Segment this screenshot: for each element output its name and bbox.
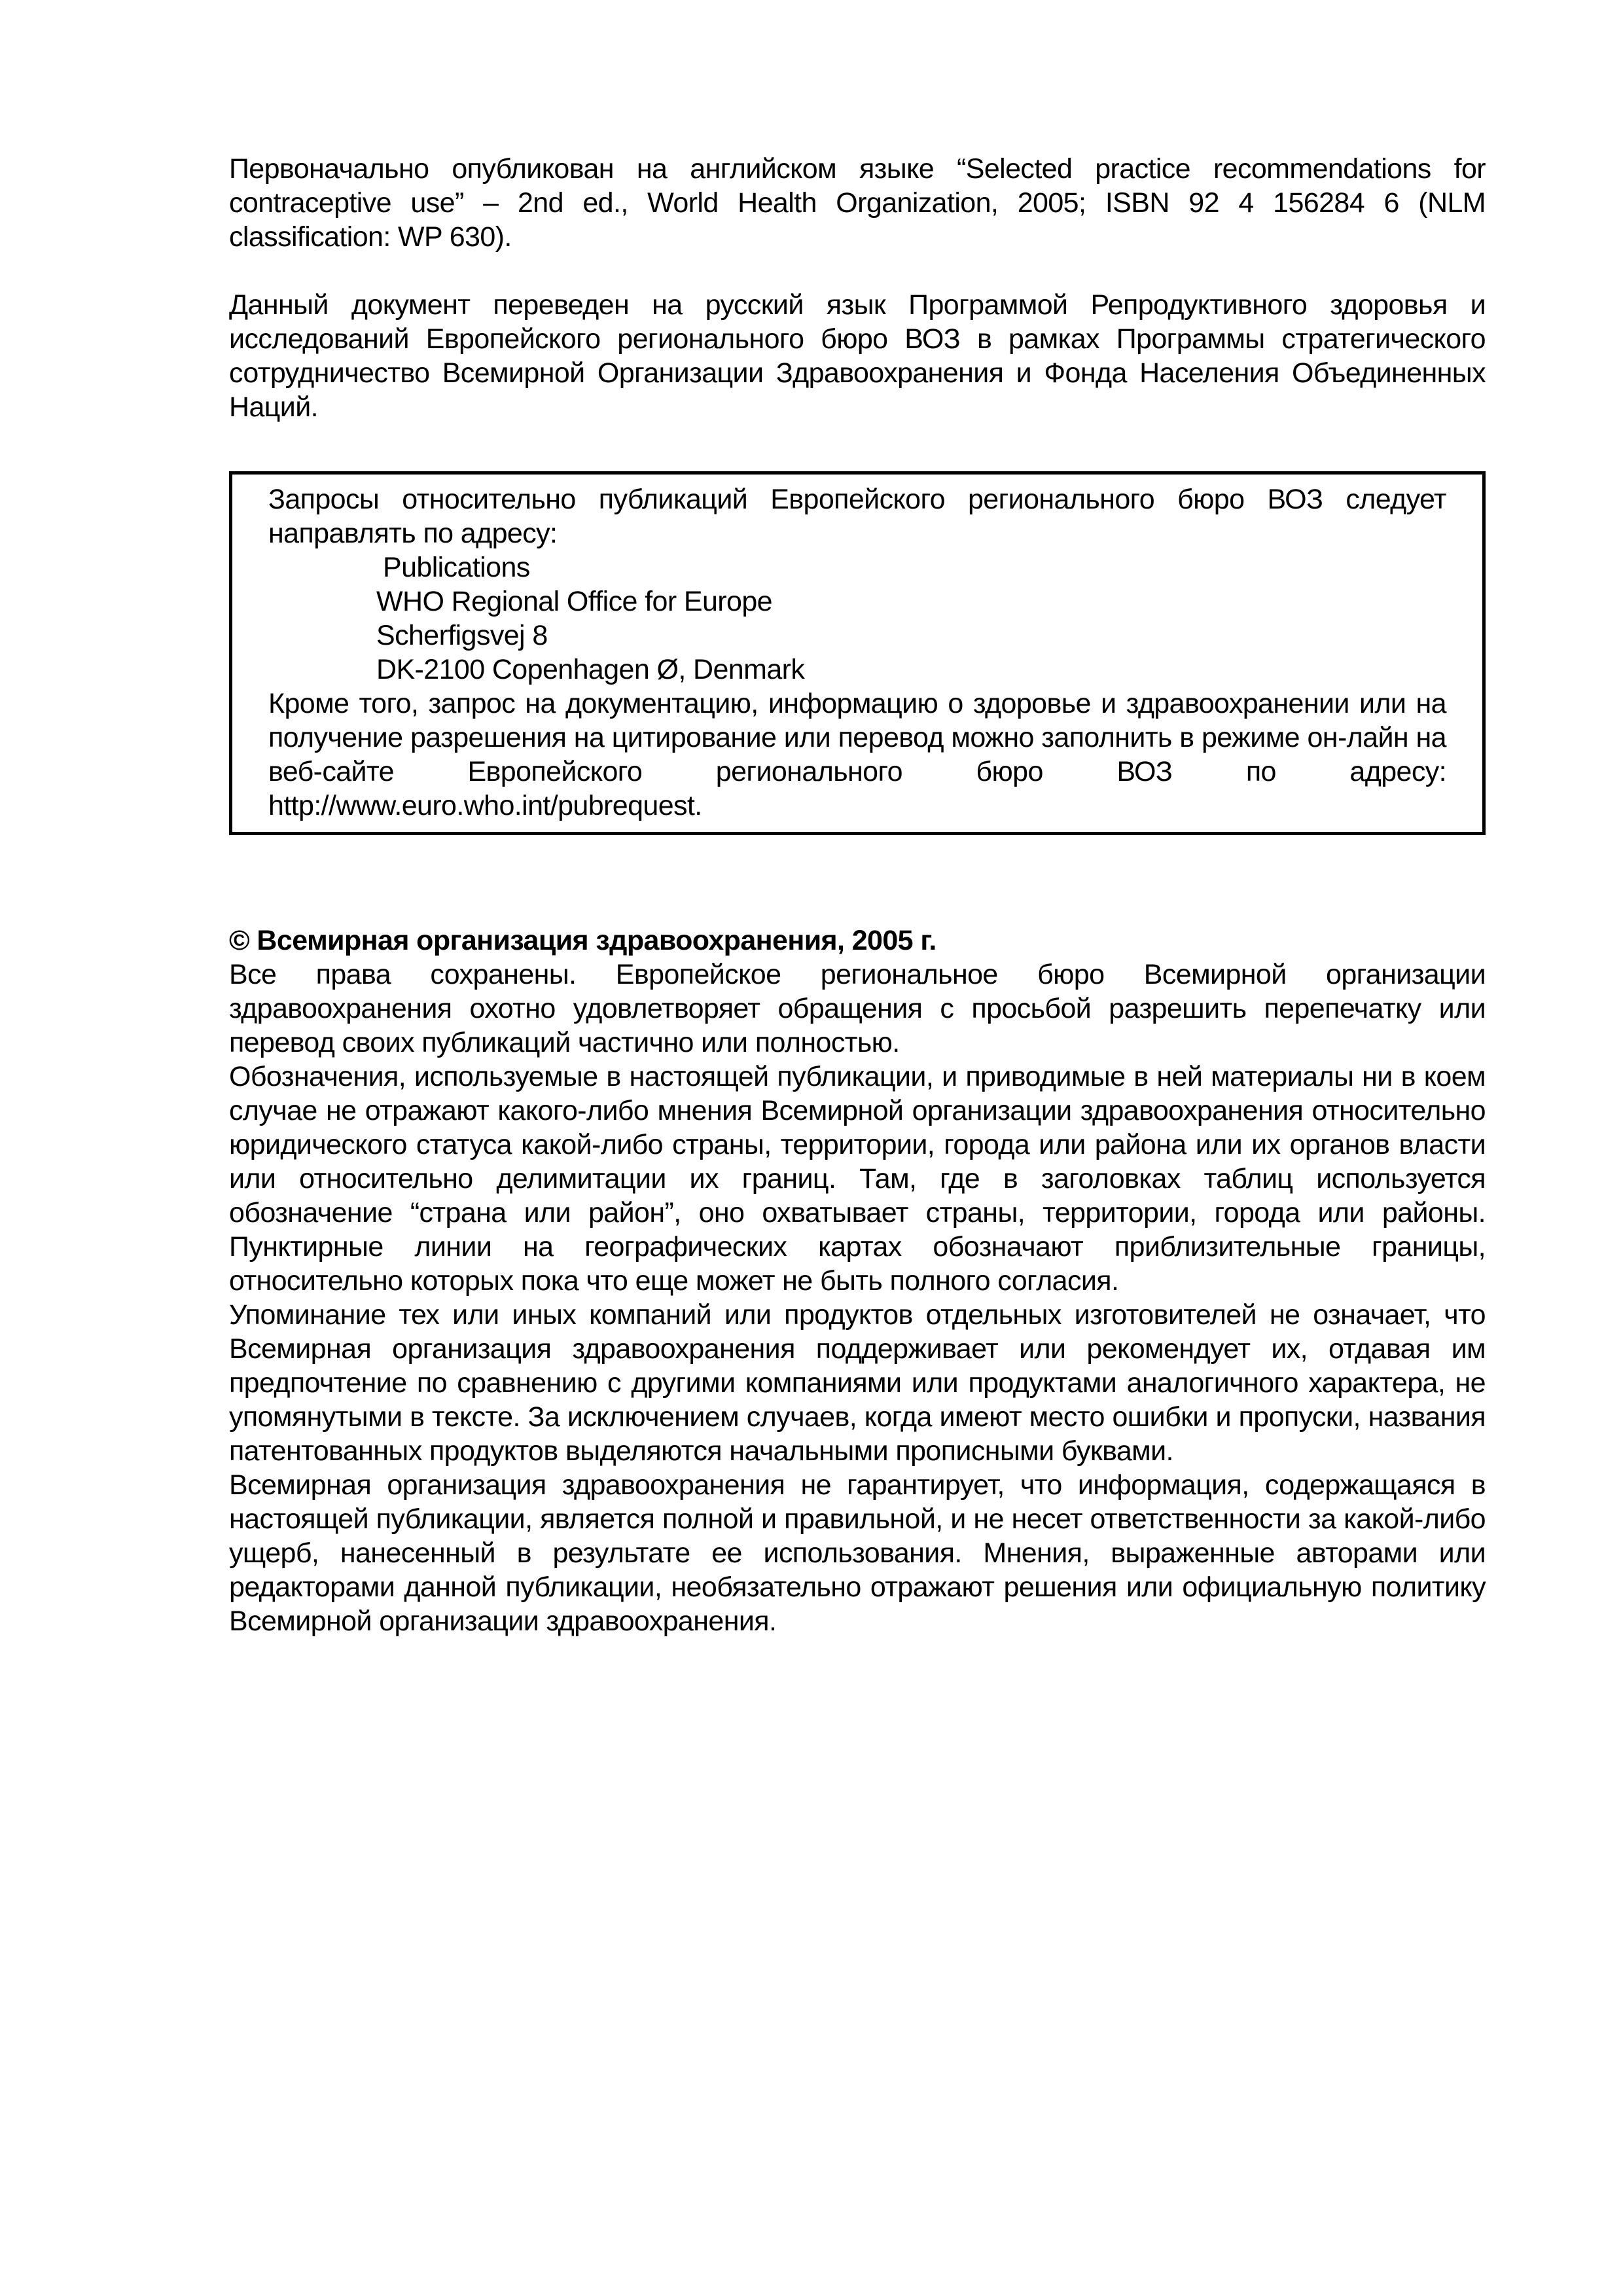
original-publication-note: Первоначально опубликован на английском языке “Selected practice recommendations for contraceptive use” – 2nd ed., World Health Organization, 2005; ISBN 92 4 156284 6 (NLM classification: WP 630). [229, 153, 1486, 253]
copyright-paragraph-disclaimer: Всемирная организация здравоохранения не гарантирует, что информация, содержащаяся в настоящей публикации, является полной и правильной, и не несет ответственности за какой-либо ущерб, нанесенный в результате ее использования. Мнения, выраженные авторами или редакторами данной публикации, необязательно отражают решения или официальную политику Всемирной организации здравоохранения. [229, 1469, 1486, 1637]
copyright-paragraph-designations: Обозначения, используемые в настоящей публикации, и приводимые в ней материалы ни в коем случае не отражают какого-либо мнения Всемирной организации здравоохранения относительно юридического статуса какой-либо страны, территории, города или района или их органов власти или относительно делимитации их границ. Там, где в заголовках таблиц используется обозначение “страна или район”, оно охватывает страны, территории, города или районы. Пунктирные линии на географических картах обозначают приблизительные границы, относительно которых пока что еще может не быть полного согласия. [229, 1061, 1486, 1297]
copyright-paragraph-rights: Все права сохранены. Европейское региональное бюро Всемирной организации здравоохранения охотно удовлетворяет обращения с просьбой разрешить перепечатку или перевод своих публикаций частично или полностью. [229, 959, 1486, 1058]
request-box-outro: Кроме того, запрос на документацию, информацию о здоровье и здравоохранении или на получение разрешения на цитирование или перевод можно заполнить в режиме он-лайн на веб-сайте Европейского регионального бюро ВОЗ по адресу: http://www.euro.who.int/pubrequest. [268, 688, 1446, 821]
address-line-office: WHO Regional Office for Europe [376, 586, 772, 617]
copyright-paragraph-companies: Упоминание тех или иных компаний или продуктов отдельных изготовителей не означает, что Всемирная организация здравоохранения поддерживает или рекомендует их, отдавая им предпочтение по сравнению с другими компаниями или продуктами аналогичного характера, не упомянутыми в тексте. За исключением случаев, когда имеют место ошибки и пропуски, названия патентованных продуктов выделяются начальными прописными буквами. [229, 1299, 1486, 1467]
address-line-city: DK-2100 Copenhagen Ø, Denmark [376, 654, 805, 685]
publication-requests-box [229, 471, 1486, 835]
request-box-intro: Запросы относительно публикаций Европейского регионального бюро ВОЗ следует направлять по адресу: [268, 484, 1446, 549]
copyright-heading: © Всемирная организация здравоохранения, 2005 г. [229, 925, 936, 956]
address-line-street: Scherfigsvej 8 [376, 620, 548, 651]
address-block [268, 550, 1446, 687]
translation-note: Данный документ переведен на русский язык Программой Репродуктивного здоровья и исследований Европейского регионального бюро ВОЗ в рамках Программы стратегического сотрудничество Всемирной Организации Здравоохранения и Фонда Населения Объединенных Наций. [229, 289, 1486, 423]
address-line-publications: Publications [383, 552, 530, 583]
